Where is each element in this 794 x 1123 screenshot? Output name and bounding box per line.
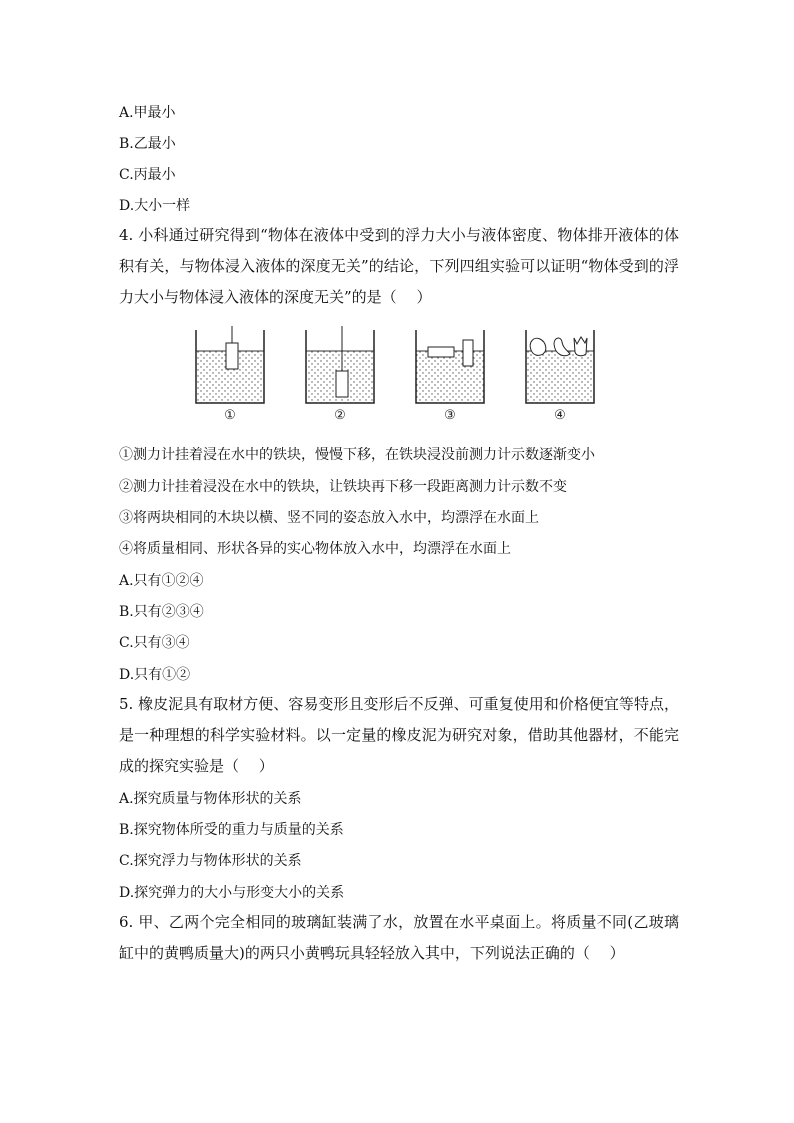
q3-option-a: A.甲最小 [119, 105, 176, 121]
q4-statement-4: ④将质量相同、形状各异的实心物体放入水中，均漂浮在水面上 [119, 541, 511, 557]
figure-label-2: ② [334, 408, 346, 423]
q3-option-c: C.丙最小 [119, 167, 176, 183]
q4-statement-3: ③将两块相同的木块以横、竖不同的姿态放入水中，均漂浮在水面上 [119, 510, 539, 526]
q4-option-a: A.只有①②④ [119, 573, 204, 589]
q4-option-b: B.只有②③④ [119, 604, 204, 620]
beaker-diagram [190, 326, 610, 431]
q5-option-a: A.探究质量与物体形状的关系 [119, 791, 302, 807]
q5-stem: 5. 橡皮泥具有取材方便、容易变形且变形后不反弹、可重复使用和价格便宜等特点，是一种理想的科学实验材料。以一定量的橡皮泥为研究对象，借助其他器材，不能完成的探究实验是（ ） [119, 695, 679, 775]
q4-option-c: C.只有③④ [119, 635, 190, 651]
beaker-1 [196, 326, 264, 403]
beaker-4 [526, 330, 594, 403]
q4-statement-2: ②测力计挂着浸没在水中的铁块，让铁块再下移一段距离测力计示数不变 [119, 479, 567, 495]
beaker-3 [416, 330, 484, 403]
q4-statement-1: ①测力计挂着浸在水中的铁块，慢慢下移，在铁块浸没前测力计示数逐渐变小 [119, 447, 595, 463]
q4-stem: 4. 小科通过研究得到“物体在液体中受到的浮力大小与液体密度、物体排开液体的体积有关，与物体浸入液体的深度无关”的结论，下列四组实验可以证明“物体受到的浮力大小与物体浸入液体的深度无关”的是（ ） [119, 226, 679, 306]
q4-option-d: D.只有①② [119, 667, 191, 683]
q5-option-b: B.探究物体所受的重力与质量的关系 [119, 822, 344, 838]
q3-option-b: B.乙最小 [119, 136, 176, 152]
figure-label-1: ① [224, 408, 236, 423]
q6-stem: 6. 甲、乙两个完全相同的玻璃缸装满了水，放置在水平桌面上。将质量不同(乙玻璃缸中的黄鸭质量大)的两只小黄鸭玩具轻轻放入其中，下列说法正确的（ ） [119, 913, 679, 962]
q5-option-d: D.探究弹力的大小与形变大小的关系 [119, 885, 345, 901]
q4-figure [190, 326, 610, 431]
q3-option-d: D.大小一样 [119, 198, 191, 214]
figure-label-4: ④ [554, 408, 566, 423]
beaker-2 [306, 326, 374, 403]
q5-option-c: C.探究浮力与物体形状的关系 [119, 853, 302, 869]
figure-label-3: ③ [444, 408, 456, 423]
